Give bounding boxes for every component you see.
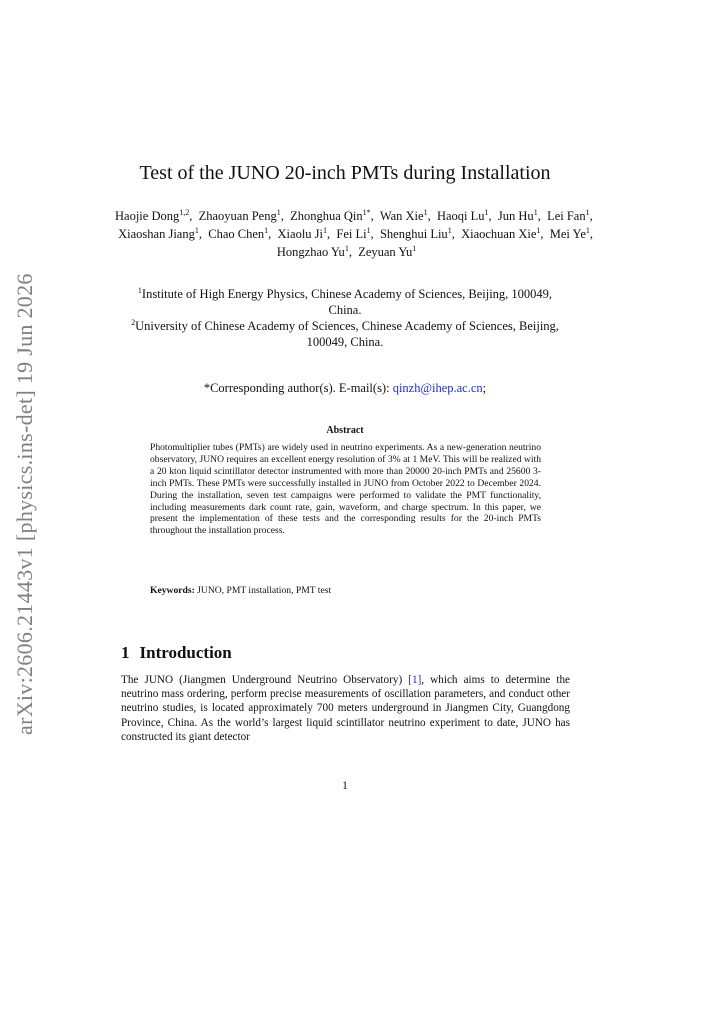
author-name-text: Xiaolu Ji <box>277 227 323 241</box>
author-name: Jun Hu$^1$, <box>497 207 541 223</box>
author-name-text: Shenghui Liu <box>379 227 448 241</box>
author-affiliation-mark: 1 <box>484 207 489 217</box>
page-number: 1 <box>342 780 348 792</box>
author-name: Lei Fan$^1$, <box>547 207 593 223</box>
corresponding-email-link[interactable]: qinzh@ihep.ac.cn <box>392 381 483 395</box>
keywords-label: Keywords: <box>150 585 195 596</box>
section-title: Introduction <box>139 643 232 662</box>
intro-text-part2: , which aims to determine the neutrino mass ordering, perform precise measurements of oscillation parameters, and conduct other neutrino studies, is located approximately 700 meters underground in Jiangmen City, Guangdong Province, China. As the world’s largest liquid scintillator neutrino experiment to date, JUNO has constructed its giant detector <box>121 674 571 743</box>
keywords-text: JUNO, PMT installation, PMT test <box>194 585 332 596</box>
citation-link[interactable]: [1] <box>408 674 422 686</box>
author-name-text: Hongzhao Yu <box>276 245 345 259</box>
affiliation-text: Institute of High Energy Physics, Chinese Academy of Sciences, Beijing, 100049, China. <box>141 287 553 317</box>
author-name: Wan Xie$^1$, <box>379 207 431 223</box>
author-name: Xiaolu Ji$^1$, <box>277 225 331 241</box>
author-affiliation-mark: 1 <box>264 225 269 235</box>
author-name: Mei Ye$^1$, <box>549 225 594 241</box>
intro-text-part1: The JUNO (Jiangmen Underground Neutrino Observatory) <box>121 674 409 686</box>
author-name-text: Jun Hu <box>497 209 534 223</box>
author-name-text: Lei Fan <box>547 209 586 223</box>
author-name: Chao Chen$^1$, <box>208 225 272 241</box>
author-affiliation-mark: 1 <box>323 225 327 235</box>
affiliation-2 <box>130 319 560 350</box>
section-number: 1 <box>121 643 130 662</box>
author-affiliation-mark: 1 <box>447 225 452 235</box>
arxiv-identifier-stamp: arXiv:2606.21443v1 [physics.ins-det] 19 Jun 2026 <box>12 273 37 735</box>
affiliation-1 <box>130 287 560 318</box>
author-name: Zhonghua Qin$^{1*}$, <box>290 207 374 223</box>
affiliation-mark: 1 <box>137 285 142 295</box>
author-name: Hongzhao Yu$^1$, <box>276 243 352 259</box>
author-name: Xiaoshan Jiang$^1$, <box>118 225 202 241</box>
author-name-text: Haoqi Lu <box>436 209 485 223</box>
author-affiliation-mark: 1 <box>412 243 417 253</box>
corresponding-suffix: ; <box>482 381 487 395</box>
author-name: Haojie Dong$^{1,2}$, <box>115 207 193 223</box>
author-name-text: Zhonghua Qin <box>290 209 363 223</box>
author-affiliation-mark: 1 <box>585 225 590 235</box>
author-name-text: Chao Chen <box>208 227 265 241</box>
author-name-text: Wan Xie <box>379 209 424 223</box>
author-name-text: Mei Ye <box>549 227 586 241</box>
author-affiliation-mark: 1 <box>194 225 199 235</box>
affiliation-mark: 2 <box>131 317 136 327</box>
author-name-text: Haojie Dong <box>115 209 180 223</box>
abstract-heading: Abstract <box>326 425 364 436</box>
affiliations <box>130 287 560 351</box>
author-name-text: Xiaochuan Xie <box>461 227 537 241</box>
keywords <box>150 585 541 597</box>
affiliation-text: University of Chinese Academy of Sciences, Chinese Academy of Sciences, Beijing, 100049, China. <box>135 319 559 349</box>
author-name-text: Zhaoyuan Peng <box>198 209 277 223</box>
author-affiliation-mark: 1 <box>344 243 349 253</box>
author-affiliation-mark: 1 <box>585 207 590 217</box>
author-affiliation-mark: 1,2 <box>179 207 190 217</box>
author-name-text: Xiaoshan Jiang <box>118 227 195 241</box>
author-list <box>115 207 594 261</box>
introduction-paragraph <box>121 673 570 744</box>
author-name: Xiaochuan Xie$^1$, <box>461 225 544 241</box>
author-name: Shenghui Liu$^1$, <box>379 225 455 241</box>
author-affiliation-mark: 1 <box>276 207 281 217</box>
corresponding-prefix: *Corresponding author(s). E-mail(s): <box>203 381 393 395</box>
author-affiliation-mark: 1* <box>362 207 371 217</box>
corresponding-author <box>100 380 590 396</box>
author-affiliation-mark: 1 <box>423 207 428 217</box>
author-name: Zhaoyuan Peng$^1$, <box>198 207 284 223</box>
section-heading-introduction <box>121 642 571 664</box>
abstract-text: Photomultiplier tubes (PMTs) are widely used in neutrino experiments. As a new-generation neutrino observatory, JUNO requires an excellent energy resolution of 3% at 1 MeV. This will be realized with a 20 kton liquid scintillator detector instrumented with more than 20000 20-inch PMTs and 25600 3-inch PMTs. These PMTs were successfully installed in JUNO from October 2022 to December 2024. During the installation, seven test campaigns were performed to validate the PMT functionality, including measurements dark count rate, gain, waveform, and charge spectrum. In this paper, we present the implementation of these tests and the corresponding results for the 20-inch PMTs throughout the installation process. <box>150 442 541 537</box>
author-affiliation-mark: 1 <box>536 225 541 235</box>
paper-title: Test of the JUNO 20-inch PMTs during Installation <box>139 162 551 184</box>
author-name-text: Fei Li <box>336 227 367 241</box>
author-name: Fei Li$^1$, <box>336 225 374 241</box>
author-affiliation-mark: 1 <box>366 225 371 235</box>
author-affiliation-mark: 1 <box>533 207 538 217</box>
author-name <box>358 245 416 259</box>
author-name: Haoqi Lu$^1$, <box>436 207 492 223</box>
author-name-text: Zeyuan Yu <box>358 245 413 259</box>
